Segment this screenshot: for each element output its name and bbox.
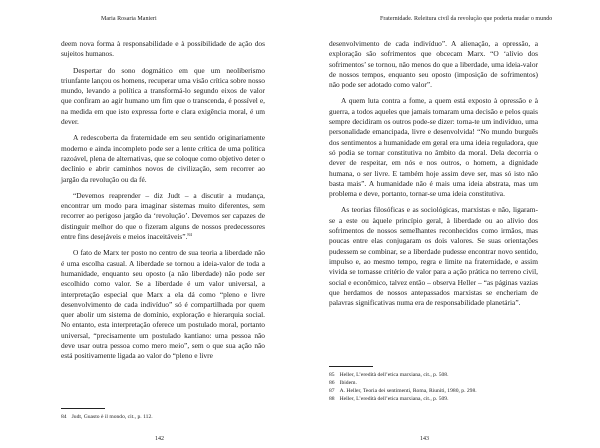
- running-head-right: Fraternidade. Releitura civil da revolução que poderia mudar o mundo: [380, 16, 553, 22]
- footnote-number: 84: [61, 414, 67, 420]
- left-paragraph-2: Despertar do sono dogmático em que um neoliberismo triunfante lançou os homens, recuperar uma visão crítica sobre nosso mundo, levando a política a transformá-lo segundo eixos de valor que confiram ao agir humano um fim que o transcenda, é possível e, na medida em que isto expressa forte e clara exigência moral, é um dever.: [61, 65, 265, 127]
- footnote-86: [329, 379, 538, 387]
- right-page: [300, 0, 600, 448]
- left-paragraph-4: [61, 191, 265, 242]
- right-footnotes: [329, 366, 538, 403]
- footnote-text: Heller, L’eredità dell’etica marxiana, cit., p. 508.: [339, 372, 449, 378]
- footnote-84: [61, 413, 265, 421]
- footnote-ref-84: 84: [187, 232, 192, 238]
- footnote-number: 86: [329, 380, 335, 386]
- footnote-text: A. Heller, Teoria dei sentimenti, Roma, Riuniti, 1980, p. 298.: [339, 388, 477, 394]
- footnote-text: Ibidem.: [339, 380, 357, 386]
- footnote-number: 85: [329, 372, 335, 378]
- footnote-85: [329, 371, 538, 379]
- page-number-right: 143: [420, 436, 429, 442]
- left-footnotes: [61, 408, 265, 421]
- footnote-87: [329, 387, 538, 395]
- left-paragraph-5: O fato de Marx ter posto no centro de sua teoria a liberdade não é uma escolha casual. A liberdade se tornou a ideia-valor de toda a humanidade, enquanto seu oposto (a não liberdade) não pode ser escolhido como valor. Se a liberdade é um valor universal, a interpretação especial que Marx a ela dá como “pleno e livre desenvolvimento de cada indivíduo” só é compartilhada por quem quer abolir um sistema de domínio, exploração e hierarquia social. No entanto, esta interpretação oferece um postulado moral, portanto universal, “precisamente um postulado kantiano: uma pessoa não deve usar outra pessoa como mero meio”, sem o que sua ação não está positivamente ligada ao valor do “pleno e livre: [61, 248, 265, 361]
- footnote-rule: [329, 366, 373, 367]
- footnote-number: 88: [329, 396, 335, 402]
- footnote-text: Judt, Guasto è il mondo, cit., p. 112.: [71, 414, 153, 420]
- right-paragraph-2: A quem luta contra a fome, a quem está exposto à opressão e à guerra, a todos aqueles que jamais tomaram uma decisão e pelos quais sempre decidiram os outros pode-se dizer: torna-te um indivíduo, uma personalidade emancipada, livre e desenvolvida! “No mundo burguês dos sentimentos a humanidade em geral era uma ideia reguladora, que só podia se tornar constitutiva no âmbito da moral. Dela decorria o dever de respeitar, em nós e nos outros, o homem, a dignidade humana, o ser livre. E também hoje assim deve ser, mas só isto não basta mais”. A humanidade não é mais uma ideia abstrata, mas um problema e deve, portanto, tornar-se uma ideia constitutiva.: [329, 96, 538, 199]
- left-page-body: [61, 39, 265, 368]
- left-paragraph-3: A redescoberta da fraternidade em seu sentido originariamente moderno e ainda incompleto pode ser a lente crítica de uma política razoável, plena de alternativas, que se coloque como objetivo deter o declínio e abrir caminhos novos de civilização, sem recorrer ao jargão da revolução ou da fé.: [61, 133, 265, 184]
- footnote-88: [329, 395, 538, 403]
- footnote-text: Heller, L’eredità dell’etica marxiana, cit., p. 509.: [339, 396, 449, 402]
- footnote-number: 87: [329, 388, 335, 394]
- running-head-left: Maria Rosaria Manieri: [101, 16, 157, 22]
- right-page-body: [329, 39, 538, 314]
- left-paragraph-1: deem nova forma à responsabilidade e à possibilidade de ação dos sujeitos humanos.: [61, 39, 265, 59]
- left-paragraph-4-text: “Devemos reaprender – diz Judt – a discutir a mudança, encontrar um modo para imaginar sistemas muito diferentes, sem recorrer ao perigoso jargão da ‘revolução’. Devemos ser capazes de distinguir melhor do que o fizeram alguns de nossos predecessores entre fins desejáveis e meios inaceitáveis”.: [61, 190, 265, 242]
- right-paragraph-1: desenvolvimento de cada indivíduo”. A alienação, a opressão, a exploração são sofrimentos que obcecam Marx. “O ‘alívio dos sofrimentos’ se tornou, não menos do que a liberdade, uma ideia-valor de nossos tempos, enquanto seu oposto (imposição de sofrimentos) não pode ser adotado como valor”.: [329, 39, 538, 90]
- page-number-left: 142: [155, 436, 164, 442]
- footnote-rule: [61, 408, 105, 409]
- right-paragraph-3: As teorias filosóficas e as sociológicas, marxistas e não, ligaram-se a este ou àquele princípio geral, à liberdade ou ao alívio dos sofrimentos de nossos semelhantes reconhecidos como irmãos, mas poucas entre elas conjugaram os dois valores. Se suas orientações pudessem se combinar, se a liberdade pudesse encontrar novo sentido, impulso e, ao mesmo tempo, regra e limite na fraternidade, e assim vivida se tornasse critério de valor para a ação prática no terreno civil, social e econômico, talvez então – observa Heller – “as páginas vazias que herdamos de nossos antepassados marxistas se encheriam de palavras significativas numa era de responsabilidade planetária”.: [329, 205, 538, 308]
